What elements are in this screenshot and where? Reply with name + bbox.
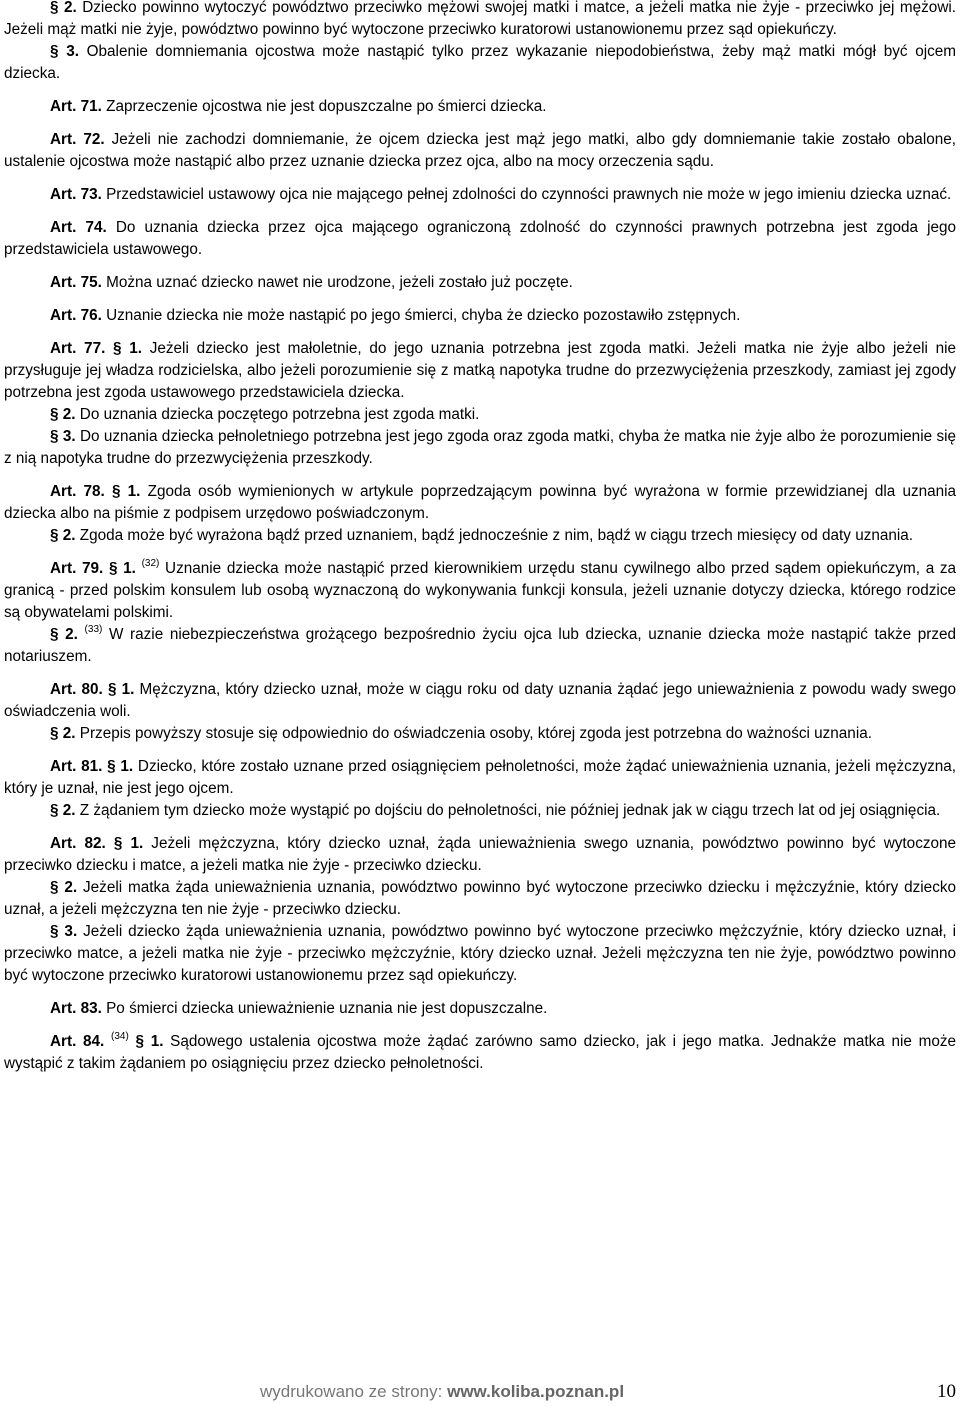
paragraph-art-72 [4, 129, 956, 173]
article-marker: Art. 83. [50, 1000, 102, 1017]
paragraph-text: Do uznania dziecka przez ojca mającego ograniczoną zdolność do czynności prawnych potrzebna jest zgoda jego przedstawiciela ustawowego. [4, 219, 957, 258]
footnote-reference: (33) [84, 624, 103, 635]
article-marker: § 1. [113, 835, 144, 852]
footnote-reference: (34) [111, 1031, 129, 1042]
paragraph-p-cont-2 [4, 0, 956, 41]
paragraph-text: Jeżeli mężczyzna, który dziecko uznał, żąda unieważnienia swego uznania, powództwo powinno być wytoczone przeciwko dziecku i matce, a jeżeli matka nie żyje - przeciwko dziecku. [4, 835, 957, 874]
paragraph-art-77 [4, 338, 956, 404]
paragraph-art-77-2 [4, 404, 956, 426]
article-marker: § 3. [50, 43, 79, 60]
paragraph-art-75 [4, 272, 956, 294]
paragraph-text: Uznanie dziecka nie może nastąpić po jego śmierci, chyba że dziecko pozostawiło zstępnych. [101, 307, 741, 324]
paragraph-art-81-2 [4, 800, 956, 822]
article-marker: Art. 76. [50, 307, 102, 324]
article-marker: Art. 82. [50, 835, 106, 852]
paragraph-art-82-3 [4, 921, 956, 987]
paragraph-art-79-2 [4, 624, 956, 668]
article-marker: § 1. [135, 1033, 164, 1050]
article-marker: § 3. [50, 923, 78, 940]
article-marker: § 2. [50, 0, 77, 16]
paragraph-text: Zgoda może być wyrażona bądź przed uznaniem, bądź jednocześnie z nim, bądź w ciągu trzech miesięcy od daty uznania. [75, 527, 914, 544]
footer-printed-label: wydrukowano ze strony: [260, 1382, 443, 1401]
paragraph-text: Sądowego ustalenia ojcostwa może żądać zarówno samo dziecko, jak i jego matka. Jednakże matka nie może wystąpić z takim żądaniem po osiągnięciu przez dziecko pełnoletności. [4, 1033, 957, 1072]
paragraph-text: Jeżeli dziecko jest małoletnie, do jego uznania potrzebna jest zgoda matki. Jeżeli matka nie żyje albo jeżeli nie przysługuje jej władza rodzicielska, albo jeżeli porozumienie się z matką napotyka trudne do przezwyciężenia przeszkody, zamiast jej zgody potrzebna jest zgoda ustawowego przedstawiciela dziecka. [4, 340, 957, 401]
paragraph-text: W razie niebezpieczeństwa grożącego bezpośrednio życiu ojca lub dziecka, uznanie dziecka może nastąpić także przed notariuszem. [4, 626, 957, 665]
article-marker: Art. 73. [50, 186, 102, 203]
paragraph-art-82 [4, 833, 956, 877]
paragraph-text: Jeżeli matka żąda unieważnienia uznania, powództwo powinno być wytoczone przeciwko dziecku i mężczyźnie, który dziecko uznał, a jeżeli mężczyzna ten nie żyje - przeciwko dziecku. [4, 879, 956, 918]
paragraph-text: Po śmierci dziecka unieważnienie uznania nie jest dopuszczalne. [101, 1000, 548, 1017]
paragraph-text: Zaprzeczenie ojcostwa nie jest dopuszczalne po śmierci dziecka. [101, 98, 547, 115]
article-marker: § 1. [111, 483, 141, 500]
paragraph-text: Dziecko, które zostało uznane przed osiągnięciem pełnoletności, może żądać unieważnienia uznania, jeżeli mężczyzna, który je uznał, nie jest jego ojcem. [4, 758, 957, 797]
article-marker: Art. 81. [50, 758, 103, 775]
article-marker: Art. 84. [50, 1033, 105, 1050]
paragraph-text [105, 340, 113, 357]
paragraph-p-cont-3 [4, 41, 956, 85]
paragraph-text: Można uznać dziecko nawet nie urodzone, jeżeli zostało już poczęte. [101, 274, 573, 291]
paragraph-text: Jeżeli nie zachodzi domniemanie, że ojcem dziecka jest mąż jego matki, albo gdy domniemanie takie zostało obalone, ustalenie ojcostwa może nastąpić albo przez uznanie dziecka przez ojca, albo na mocy orzeczenia sądu. [4, 131, 956, 170]
paragraph-text: Jeżeli dziecko żąda unieważnienia uznania, powództwo powinno być wytoczone przeciwko mężczyźnie, który dziecko uznał, i przeciwko matce, a jeżeli matka nie żyje - przeciwko mężczyźnie, który dziecko uznał. Jeżeli mężczyzna ten nie żyje, powództwo powinno być wytoczone przeciwko kuratorowi ustanowionemu przez sąd opiekuńczy. [4, 923, 957, 984]
article-marker: § 2. [50, 406, 76, 423]
article-marker: § 1. [107, 758, 134, 775]
paragraph-art-78-2 [4, 525, 956, 547]
article-marker: § 2. [50, 802, 76, 819]
paragraph-text: Obalenie domniemania ojcostwa może nastąpić tylko przez wykazanie niepodobieństwa, żeby mąż matki mógł być ojcem dziecka. [4, 43, 957, 82]
paragraph-text: Uznanie dziecka może nastąpić przed kierownikiem urzędu stanu cywilnego albo przed sądem opiekuńczym, a za granicą - przed polskim konsulem lub osobą wyznaczoną do wykonywania funkcji konsula, jeżeli uznanie dotyczy dziecka, którego rodzice są obywatelami polskimi. [4, 560, 957, 621]
article-marker: Art. 75. [50, 274, 102, 291]
paragraph-text [78, 626, 85, 643]
paragraph-text: Dziecko powinno wytoczyć powództwo przeciwko mężowi swojej matki i matce, a jeżeli matka nie żyje - przeciwko jej mężowi. Jeżeli mąż matki nie żyje, powództwo powinno być wytoczone przeciwko kuratorowi ustanowionemu przez sąd opiekuńczy. [4, 0, 957, 38]
paragraph-text [106, 835, 114, 852]
article-marker: Art. 80. [50, 681, 103, 698]
article-marker: § 1. [113, 340, 143, 357]
paragraph-art-71 [4, 96, 956, 118]
article-marker: § 2. [50, 527, 76, 544]
paragraph-text: Do uznania dziecka pełnoletniego potrzebna jest jego zgoda oraz zgoda matki, chyba że matka nie żyje albo że porozumienie się z nią napotyka trudne do przezwyciężenia przeszkody. [4, 428, 957, 467]
article-marker: Art. 71. [50, 98, 102, 115]
footnote-reference: (32) [141, 558, 160, 569]
article-marker: § 2. [50, 879, 78, 896]
paragraph-text: Z żądaniem tym dziecko może wystąpić po dojściu do pełnoletności, nie później jednak jak w ciągu trzech lat od jej osiągnięcia. [75, 802, 941, 819]
paragraph-text [104, 1033, 111, 1050]
paragraph-art-78 [4, 481, 956, 525]
article-marker: § 2. [50, 626, 78, 643]
paragraph-art-76 [4, 305, 956, 327]
paragraph-art-79 [4, 558, 956, 624]
article-marker: Art. 79. [50, 560, 104, 577]
paragraph-art-84 [4, 1031, 956, 1075]
page-number: 10 [937, 1381, 956, 1402]
footer-source [260, 1378, 624, 1406]
paragraph-text: Zgoda osób wymienionych w artykule poprzedzającym powinna być wyrażona w formie przewidzianej dla uznania dziecka albo na piśmie z podpisem urzędowo poświadczonym. [4, 483, 957, 522]
paragraph-text: Przedstawiciel ustawowy ojca nie mającego pełnej zdolności do czynności prawnych nie może w jego imieniu dziecka uznać. [101, 186, 952, 203]
page-footer [0, 1378, 960, 1406]
article-marker: Art. 78. [50, 483, 105, 500]
article-marker: Art. 77. [50, 340, 106, 357]
paragraph-text [105, 483, 112, 500]
paragraph-art-80-2 [4, 723, 956, 745]
paragraph-art-73 [4, 184, 956, 206]
article-marker: § 1. [108, 560, 136, 577]
paragraph-art-82-2 [4, 877, 956, 921]
paragraph-text: Do uznania dziecka poczętego potrzebna jest zgoda matki. [75, 406, 480, 423]
paragraph-art-74 [4, 217, 956, 261]
article-marker: § 2. [50, 725, 76, 742]
article-marker: § 3. [50, 428, 76, 445]
paragraph-text: Mężczyzna, który dziecko uznał, może w ciągu roku od daty uznania żądać jego unieważnienia z powodu wady swego oświadczenia woli. [4, 681, 957, 720]
article-marker: § 1. [107, 681, 135, 698]
paragraph-art-80 [4, 679, 956, 723]
article-marker: Art. 72. [50, 131, 105, 148]
paragraph-art-81 [4, 756, 956, 800]
document-body [4, 0, 956, 1075]
paragraph-text [129, 1033, 136, 1050]
article-marker: Art. 74. [50, 219, 107, 236]
footer-site-link[interactable]: www.koliba.poznan.pl [447, 1382, 625, 1401]
paragraph-art-77-3 [4, 426, 956, 470]
paragraph-art-83 [4, 998, 956, 1020]
paragraph-text: Przepis powyższy stosuje się odpowiednio do oświadczenia osoby, której zgoda jest potrzebna do ważności uznania. [75, 725, 872, 742]
